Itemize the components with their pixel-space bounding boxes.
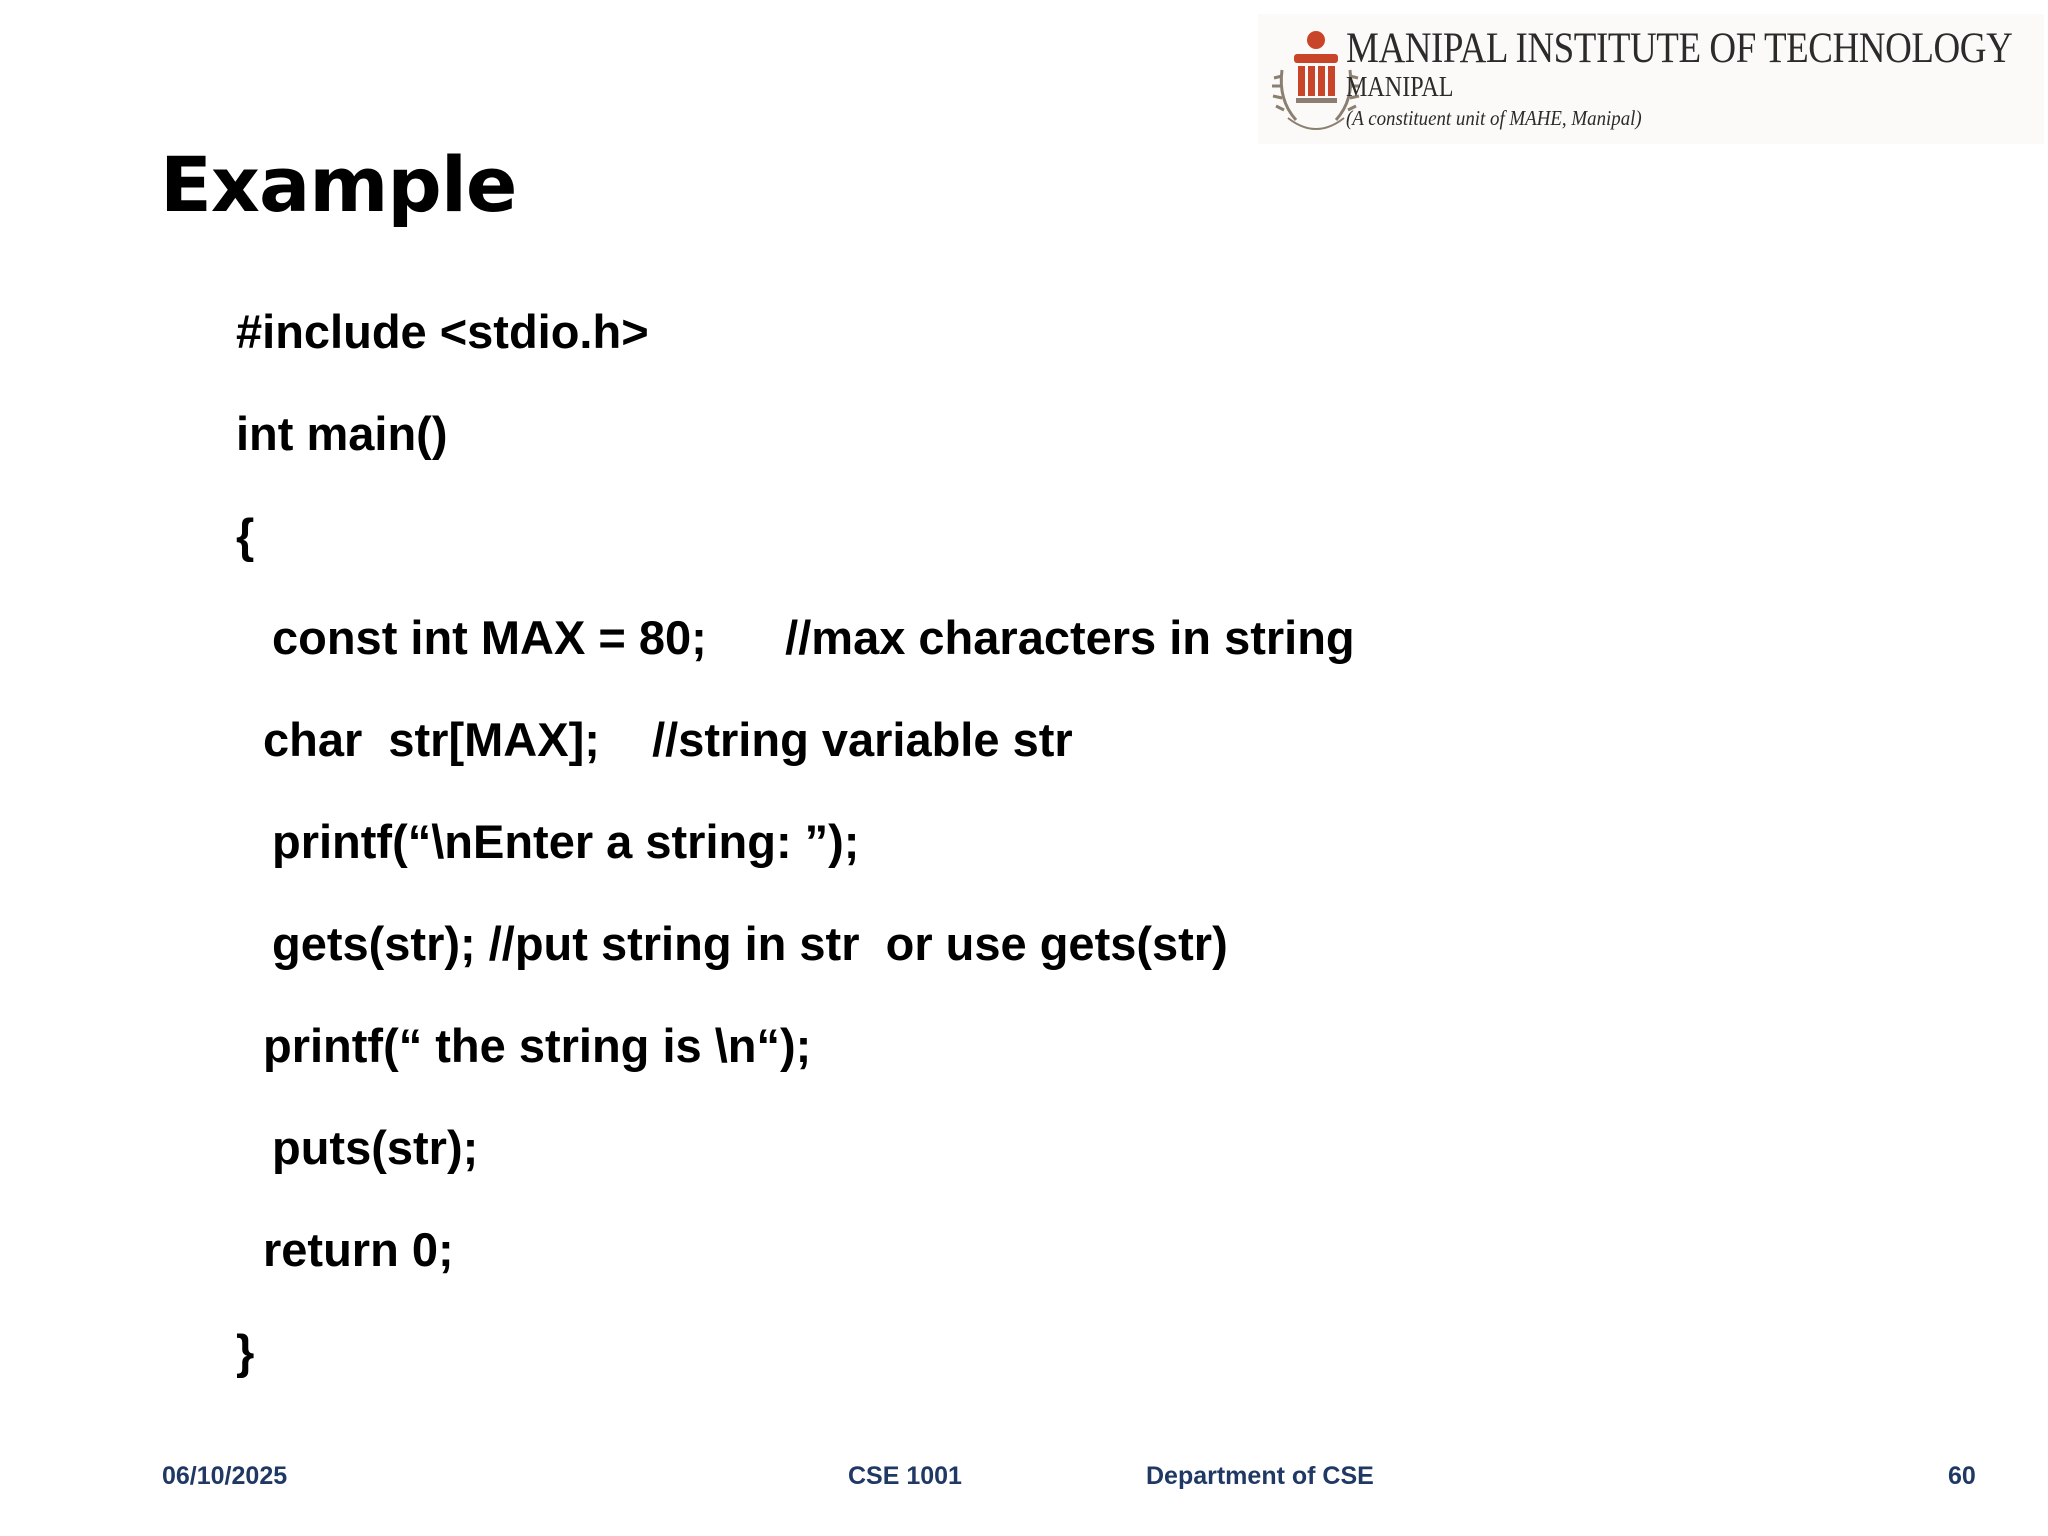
code-line: printf(“ the string is \n“); — [263, 1019, 812, 1072]
code-line: return 0; — [263, 1223, 454, 1276]
code-line: { — [236, 509, 255, 562]
slide-title: Example — [160, 140, 517, 229]
code-line: } — [236, 1325, 255, 1378]
footer-course: CSE 1001 — [848, 1462, 962, 1490]
footer-department: Department of CSE — [1146, 1462, 1374, 1490]
institute-subtitle: (A constituent unit of MAHE, Manipal) — [1346, 106, 1642, 130]
institute-name: MANIPAL INSTITUTE OF TECHNOLOGY — [1346, 25, 2013, 72]
footer-date: 06/10/2025 — [162, 1462, 288, 1490]
code-line: const int MAX = 80; //max characters in string — [272, 611, 1355, 664]
code-line: char str[MAX]; //string variable str — [263, 713, 1073, 766]
institute-logo — [1258, 14, 2044, 144]
institute-place: MANIPAL — [1346, 72, 1454, 103]
code-line: int main() — [236, 407, 448, 460]
code-line: gets(str); //put string in str or use gets(str) — [272, 917, 1228, 970]
code-line: printf(“\nEnter a string: ”); — [272, 815, 860, 868]
code-line: puts(str); — [272, 1121, 479, 1174]
code-line: #include <stdio.h> — [236, 305, 649, 358]
footer-page-number: 60 — [1948, 1462, 1976, 1490]
